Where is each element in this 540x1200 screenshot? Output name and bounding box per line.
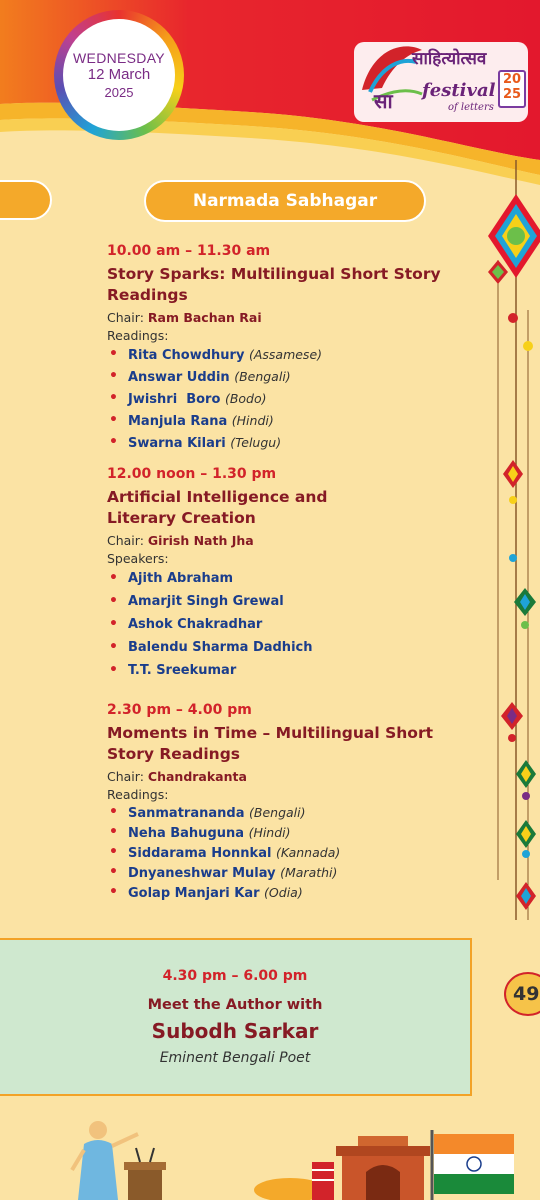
small-kite-icon (488, 260, 508, 284)
list-item (107, 843, 487, 863)
list-item (107, 659, 487, 682)
participant-name: Neha Bahuguna (128, 826, 245, 841)
participant-name: Sanmatrananda (128, 806, 245, 821)
podium-icon (124, 1148, 166, 1200)
participant-language: (Bodo) (224, 391, 267, 406)
meet-label: Meet the Author with (147, 997, 323, 1013)
india-gate-icon (336, 1136, 430, 1200)
list-item (107, 410, 487, 432)
participant-language: (Hindi) (231, 413, 274, 428)
logo-title: साहित्योत्सव (412, 49, 487, 69)
participant-name: T.T. Sreekumar (128, 663, 237, 678)
page-number: 49 (504, 972, 540, 1016)
session-time: 12.00 noon – 1.30 pm (107, 466, 277, 482)
session-time: 2.30 pm – 4.00 pm (107, 702, 252, 718)
session-chair (107, 769, 487, 784)
list-item (107, 803, 487, 823)
participant-name: Ashok Chakradhar (128, 617, 263, 632)
session-chair (107, 533, 487, 548)
list-item (107, 863, 487, 883)
small-kite-icon (516, 882, 536, 910)
participant-language: (Bengali) (234, 369, 291, 384)
participant-name: Manjula Rana (128, 414, 228, 429)
session-2 (107, 466, 487, 682)
participant-list (107, 567, 487, 682)
meet-the-author-box (0, 938, 472, 1096)
chair-name: Girish Nath Jha (147, 533, 254, 548)
role-label: Readings: (107, 787, 169, 802)
list-item (107, 883, 487, 903)
participant-name: Swarna Kilari (128, 436, 226, 451)
logo-festival: festival (422, 80, 496, 101)
logo-mark: सा (374, 89, 393, 113)
participant-language: (Marathi) (280, 865, 338, 880)
session-title-line: Literary Creation (107, 509, 256, 527)
meet-time: 4.30 pm – 6.00 pm (162, 968, 308, 984)
participant-name: Amarjit Singh Grewal (128, 594, 284, 609)
list-item (107, 388, 487, 410)
list-item (107, 636, 487, 659)
session-time: 10.00 am – 11.30 am (107, 243, 271, 259)
list-item (107, 823, 487, 843)
session-3 (107, 702, 487, 903)
list-item (107, 590, 487, 613)
participant-language: (Odia) (264, 885, 303, 900)
participant-name: Rita Chowdhury (128, 348, 245, 363)
venue-pill: Narmada Sabhagar (144, 180, 426, 222)
list-item (107, 432, 487, 454)
participant-name: Dnyaneshwar Mulay (128, 866, 276, 881)
author-description: Eminent Bengali Poet (159, 1050, 311, 1066)
session-title-line: Artificial Intelligence and (107, 488, 328, 506)
date-year: 2025 (104, 85, 134, 100)
participant-language: (Telugu) (230, 435, 282, 450)
list-item (107, 613, 487, 636)
small-kite-icon (516, 760, 536, 788)
left-venue-tab (0, 180, 52, 220)
date-badge-inner (63, 19, 175, 131)
list-item (107, 567, 487, 590)
participant-name: Siddarama Honnkal (128, 846, 272, 861)
participant-list (107, 803, 487, 903)
role-label: Speakers: (107, 551, 169, 566)
small-kite-icon (501, 702, 523, 730)
session-1 (107, 243, 487, 454)
participant-name: Jwishri Boro (128, 392, 221, 407)
participant-name: Golap Manjari Kar (128, 886, 260, 901)
logo-letters: of letters (448, 102, 494, 113)
chair-label: Chair: (107, 769, 144, 784)
session-title: Moments in Time – Multilingual Short Story Readings (107, 724, 433, 763)
participant-language: (Kannada) (275, 845, 341, 860)
indian-flag-icon (432, 1130, 514, 1200)
festival-logo (352, 40, 530, 130)
date-date: 12 March (87, 66, 151, 83)
hanging-kites-decoration (480, 160, 540, 920)
chair-label: Chair: (107, 310, 144, 325)
chair-label: Chair: (107, 533, 144, 548)
role-label: Readings: (107, 328, 169, 343)
participant-language: (Bengali) (249, 805, 306, 820)
small-kite-icon (514, 588, 536, 616)
chair-name: Ram Bachan Rai (147, 310, 262, 325)
list-item (107, 366, 487, 388)
participant-language: (Assamese) (248, 347, 323, 362)
small-kite-icon (503, 460, 523, 488)
session-chair (107, 310, 487, 325)
small-kite-icon (516, 820, 536, 848)
date-day: WEDNESDAY (73, 50, 165, 66)
session-title (107, 487, 487, 529)
logo-year-top: 20 (502, 72, 522, 87)
date-badge (54, 10, 184, 140)
author-name: Subodh Sarkar (151, 1019, 319, 1043)
chair-name: Chandrakanta (147, 769, 247, 784)
logo-year (498, 70, 526, 108)
session-title: Story Sparks: Multilingual Short Story Readings (107, 265, 441, 304)
bottom-illustration (0, 1110, 540, 1200)
drum-icon (312, 1162, 334, 1200)
logo-year-bottom: 25 (502, 87, 522, 102)
participant-name: Answar Uddin (128, 370, 230, 385)
participant-name: Ajith Abraham (128, 571, 234, 586)
list-item (107, 344, 487, 366)
participant-list (107, 344, 487, 454)
participant-language: (Hindi) (248, 825, 291, 840)
participant-name: Balendu Sharma Dadhich (128, 640, 313, 655)
